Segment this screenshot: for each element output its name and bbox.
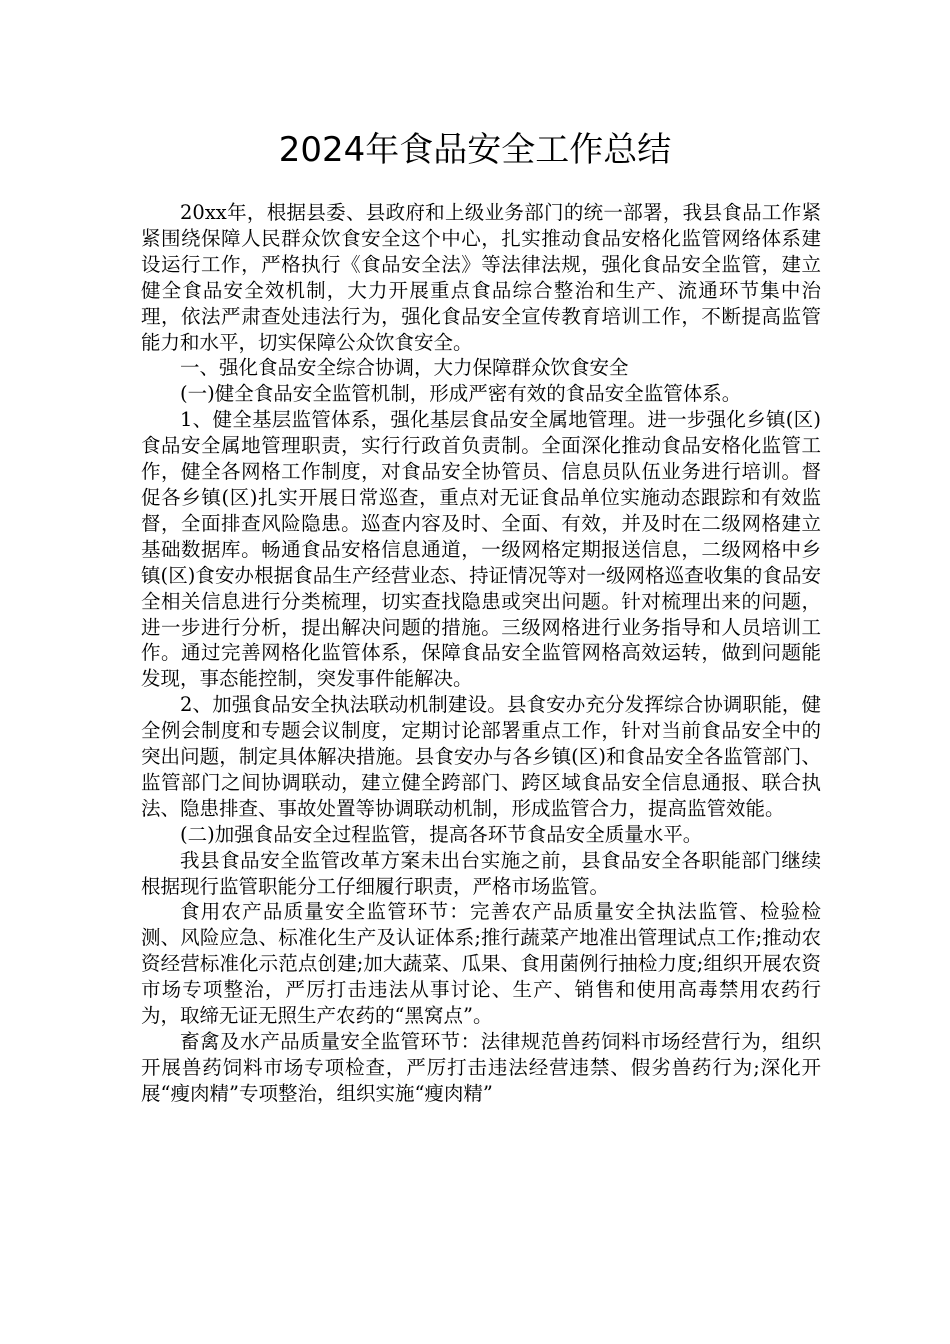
section-heading-1: 一、强化食品安全综合协调，大力保障群众饮食安全 bbox=[180, 356, 629, 380]
paragraph-reform: 我县食品安全监管改革方案未出台实施之前，县食品安全各职能部门继续根据现行监管职能分工仔细履行职责，严格市场监管。 bbox=[141, 848, 821, 898]
document-title: 2024年食品安全工作总结 bbox=[278, 130, 672, 170]
paragraph-intro: 20xx年，根据县委、县政府和上级业务部门的统一部署，我县食品工作紧紧围绕保障人民群众饮食安全这个中心，扎实推动食品安格化监管网络体系建设运行工作，严格执行《食品安全法》等法律法规，强化食品安全监管，建立健全食品安全效机制，大力开展重点食品综合整治和生产、流通环节集中治理，依法严肃查处违法行为，强化食品安全宣传教育培训工作，不断提高监管能力和水平，切实保障公众饮食安全。 bbox=[141, 201, 821, 354]
paragraph-agri-products: 食用农产品质量安全监管环节：完善农产品质量安全执法监管、检验检测、风险应急、标准化生产及认证体系;推行蔬菜产地准出管理试点工作;推动农资经营标准化示范点创建;加大蔬菜、瓜果、食用菌例行抽检力度;组织开展农资市场专项整治，严厉打击违法从事讨论、生产、销售和使用高毒禁用农药行为，取缔无证无照生产农药的“黑窝点”。 bbox=[141, 900, 821, 1028]
paragraph-livestock: 畜禽及水产品质量安全监管环节：法律规范兽药饲料市场经营行为，组织开展兽药饲料市场专项检查，严厉打击违法经营违禁、假劣兽药行为;深化开展“瘦肉精”专项整治，组织实施“瘦肉精” bbox=[141, 1030, 821, 1105]
subsection-heading-2: (二)加强食品安全过程监管，提高各环节食品安全质量水平。 bbox=[180, 822, 703, 846]
subsection-heading-1: (一)健全食品安全监管机制，形成严密有效的食品安全监管体系。 bbox=[180, 382, 742, 406]
paragraph-item-1: 1、健全基层监管体系，强化基层食品安全属地管理。进一步强化乡镇(区)食品安全属地管理职责，实行行政首负责制。全面深化推动食品安格化监管工作，健全各网格工作制度，对食品安全协管员、信息员队伍业务进行培训。督促各乡镇(区)扎实开展日常巡查，重点对无证食品单位实施动态跟踪和有效监督，全面排查风险隐患。巡查内容及时、全面、有效，并及时在二级网格建立基础数据库。畅通食品安格信息通道，一级网格定期报送信息，二级网格中乡镇(区)食安办根据食品生产经营业态、持证情况等对一级网格巡查收集的食品安全相关信息进行分类梳理，切实查找隐患或突出问题。针对梳理出来的问题，进一步进行分析，提出解决问题的措施。三级网格进行业务指导和人员培训工作。通过完善网格化监管体系，保障食品安全监管网格高效运转，做到问题能发现，事态能控制，突发事件能解决。 bbox=[141, 408, 821, 691]
document-body bbox=[141, 200, 821, 1107]
paragraph-item-2: 2、加强食品安全执法联动机制建设。县食安办充分发挥综合协调职能，健全例会制度和专题会议制度，定期讨论部署重点工作，针对当前食品安全中的突出问题，制定具体解决措施。县食安办与各乡镇(区)和食品安全各监管部门、监管部门之间协调联动，建立健全跨部门、跨区域食品安全信息通报、联合执法、隐患排查、事故处置等协调联动机制，形成监管合力，提高监管效能。 bbox=[141, 693, 821, 820]
